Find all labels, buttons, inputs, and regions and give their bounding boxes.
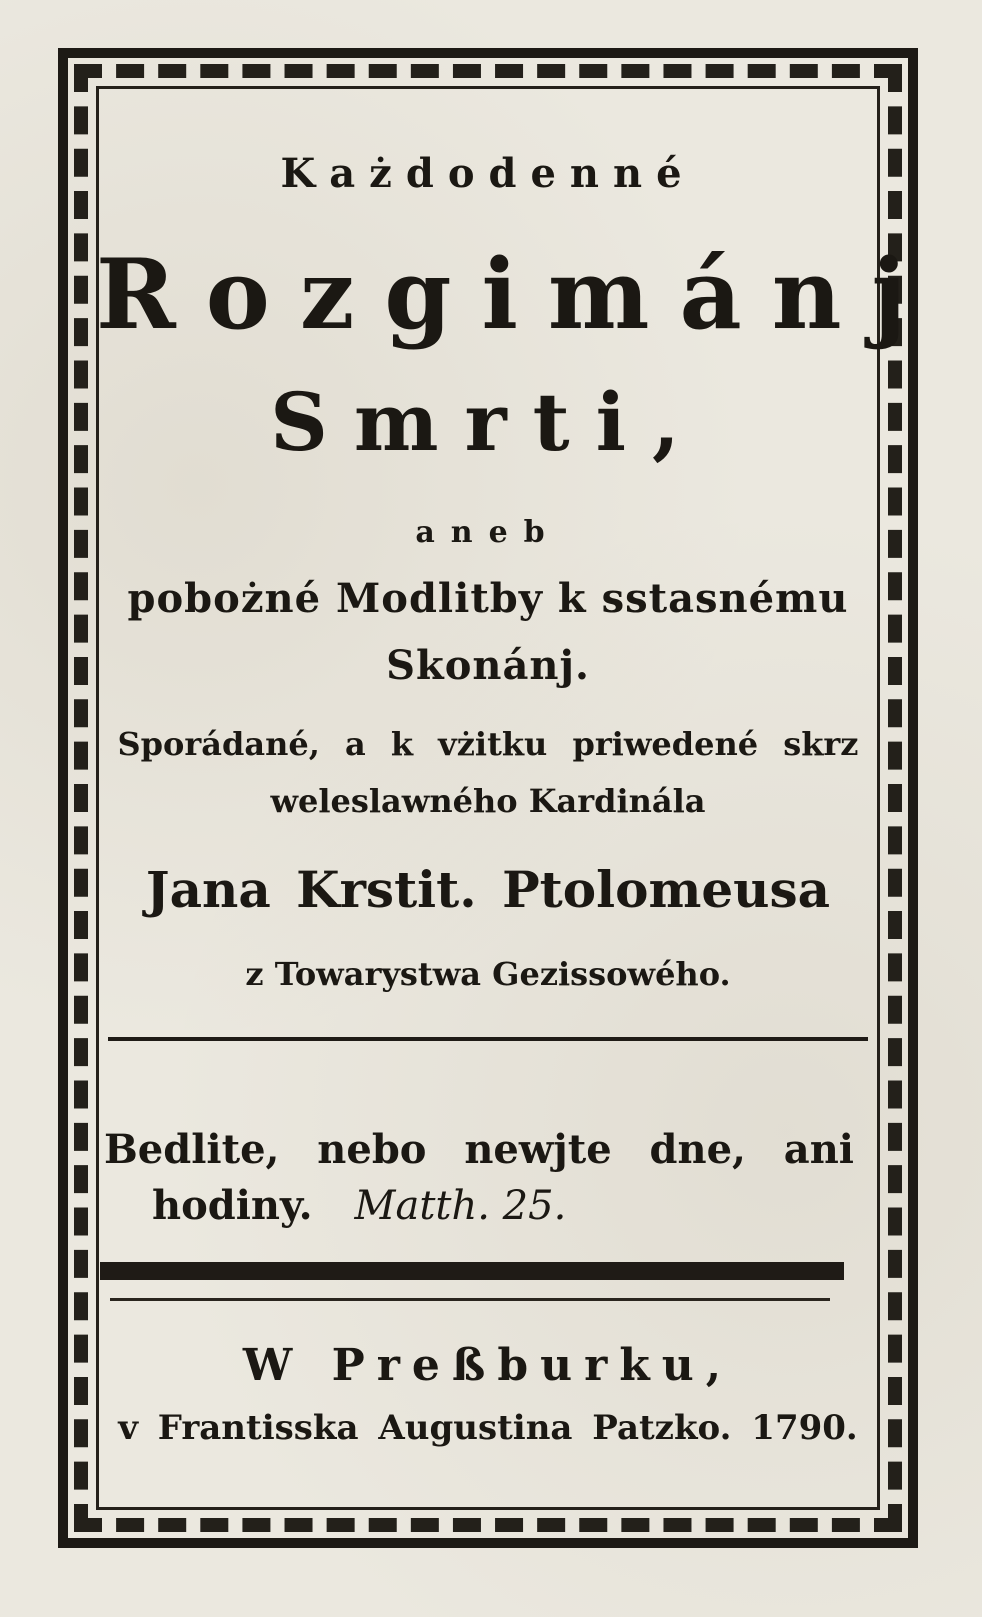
title-line-meditation: Rozgimánj — [96, 238, 937, 351]
thick-divider-rule — [100, 1262, 844, 1280]
imprint-place: W Preßburku, — [242, 1340, 734, 1391]
quote-word: ani — [783, 1126, 854, 1173]
quote-citation: Matth. 25. — [354, 1183, 567, 1229]
quote-word: newjte — [464, 1126, 612, 1173]
quote-word: dne, — [649, 1126, 746, 1173]
society-line: z Towarystwa Gezissowého. — [245, 955, 731, 993]
thin-divider-rule — [110, 1298, 830, 1301]
author-name: Jana Krstit. Ptolomeusa — [145, 860, 831, 919]
quote-word: hodiny. — [152, 1182, 313, 1229]
imprint-publisher: v Frantisska Augustina Patzko. 1790. — [118, 1408, 858, 1448]
cardinal-line: weleslawného Kardinála — [270, 782, 706, 820]
quote-word: nebo — [317, 1126, 427, 1173]
title-line-daily: Każdodenné — [280, 150, 696, 197]
subtitle-line-death: Skonánj. — [386, 642, 590, 689]
quote-word: Bedlite, — [104, 1126, 280, 1173]
arranged-by-line: Sporádané, a k vżitku priwedené skrz — [117, 725, 859, 763]
divider-rule — [108, 1037, 868, 1041]
title-line-or: aneb — [415, 515, 561, 550]
subtitle-line-prayers: pobożné Modlitby k sstasnému — [127, 575, 849, 622]
scripture-quote — [104, 1122, 854, 1234]
title-line-death: Smrti, — [270, 375, 706, 469]
